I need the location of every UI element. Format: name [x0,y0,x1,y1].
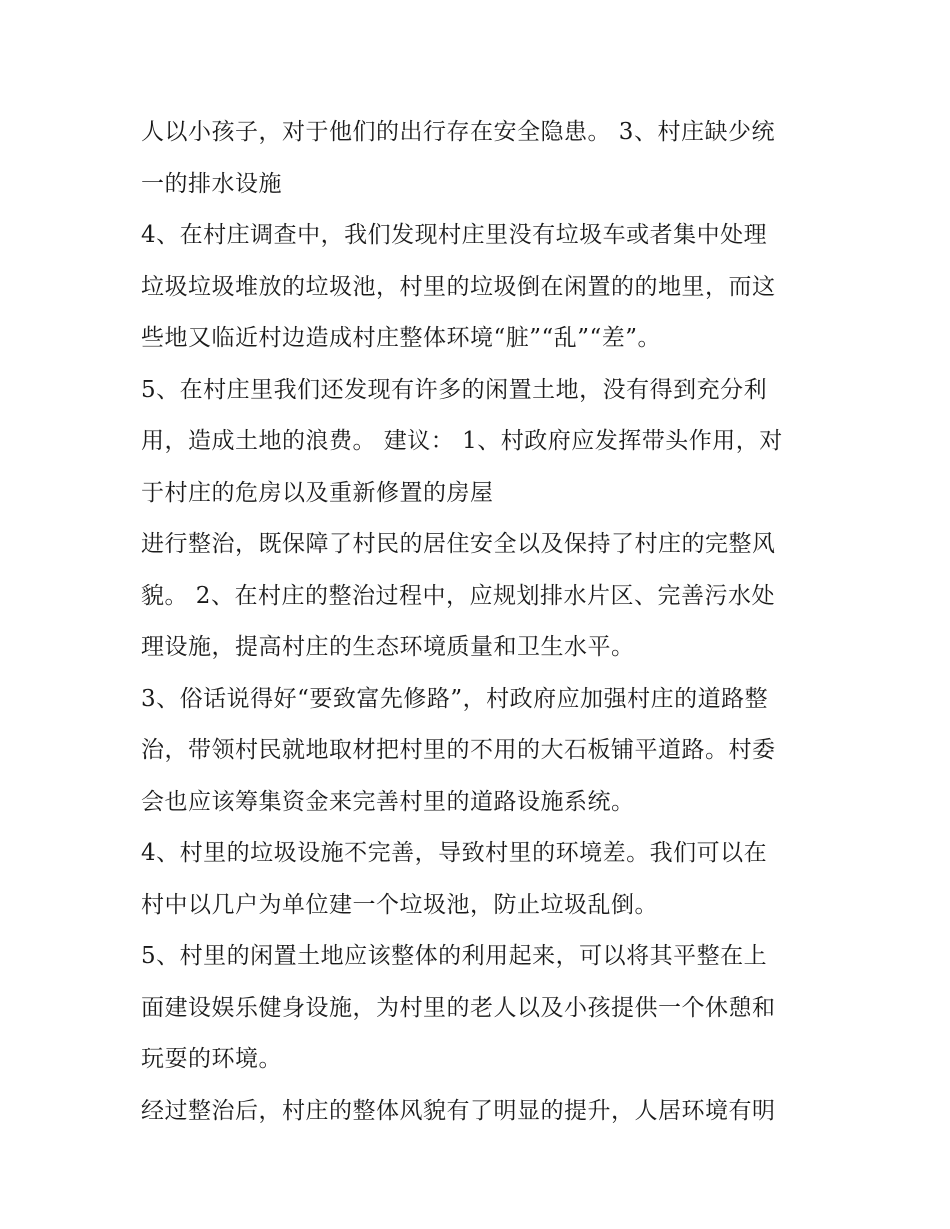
text-line: 经过整治后，村庄的整体风貌有了明显的提升，人居环境有明 [141,1097,776,1124]
body-text [141,107,821,1137]
text-line: 一的排水设施 [141,170,282,197]
text-line: 理设施，提高村庄的生态环境质量和卫生水平。 [141,634,635,660]
text-line: 5、在村庄里我们还发现有许多的闲置土地，没有得到充分利 [141,376,768,403]
text-line: 人以小孩子，对于他们的出行存在安全隐患。 3、村庄缺少统 [141,119,775,145]
text-line: 面建设娱乐健身设施，为村里的老人以及小孩提供一个休憩和 [141,994,776,1021]
text-line: 会也应该筹集资金来完善村里的道路设施系统。 [141,788,635,815]
text-line: 3、俗话说得好“要致富先修路”，村政府应加强村庄的道路整 [141,685,769,712]
text-line: 5、村里的闲置土地应该整体的利用起来，可以将其平整在上 [141,943,768,969]
text-line: 垃圾垃圾堆放的垃圾池，村里的垃圾倒在闲置的的地里，而这 [141,273,776,300]
text-line: 村中以几户为单位建一个垃圾池，防止垃圾乱倒。 [141,891,658,918]
text-line: 貌。 2、在村庄的整治过程中，应规划排水片区、完善污水处 [141,582,775,609]
text-line: 用，造成土地的浪费。 建议： 1、村政府应发挥带头作用，对 [141,428,783,454]
text-line: 于村庄的危房以及重新修置的房屋 [141,479,494,506]
text-line: 些地又临近村边造成村庄整体环境“脏”“乱”“差”。 [141,325,662,351]
text-line: 治，带领村民就地取材把村里的不用的大石板铺平道路。村委 [141,737,776,763]
text-line: 进行整治，既保障了村民的居住安全以及保持了村庄的完整风 [141,531,776,557]
text-line: 玩耍的环境。 [141,1046,282,1072]
text-line: 4、在村庄调查中，我们发现村庄里没有垃圾车或者集中处理 [141,222,768,248]
text-line: 4、村里的垃圾设施不完善，导致村里的环境差。我们可以在 [141,840,768,866]
